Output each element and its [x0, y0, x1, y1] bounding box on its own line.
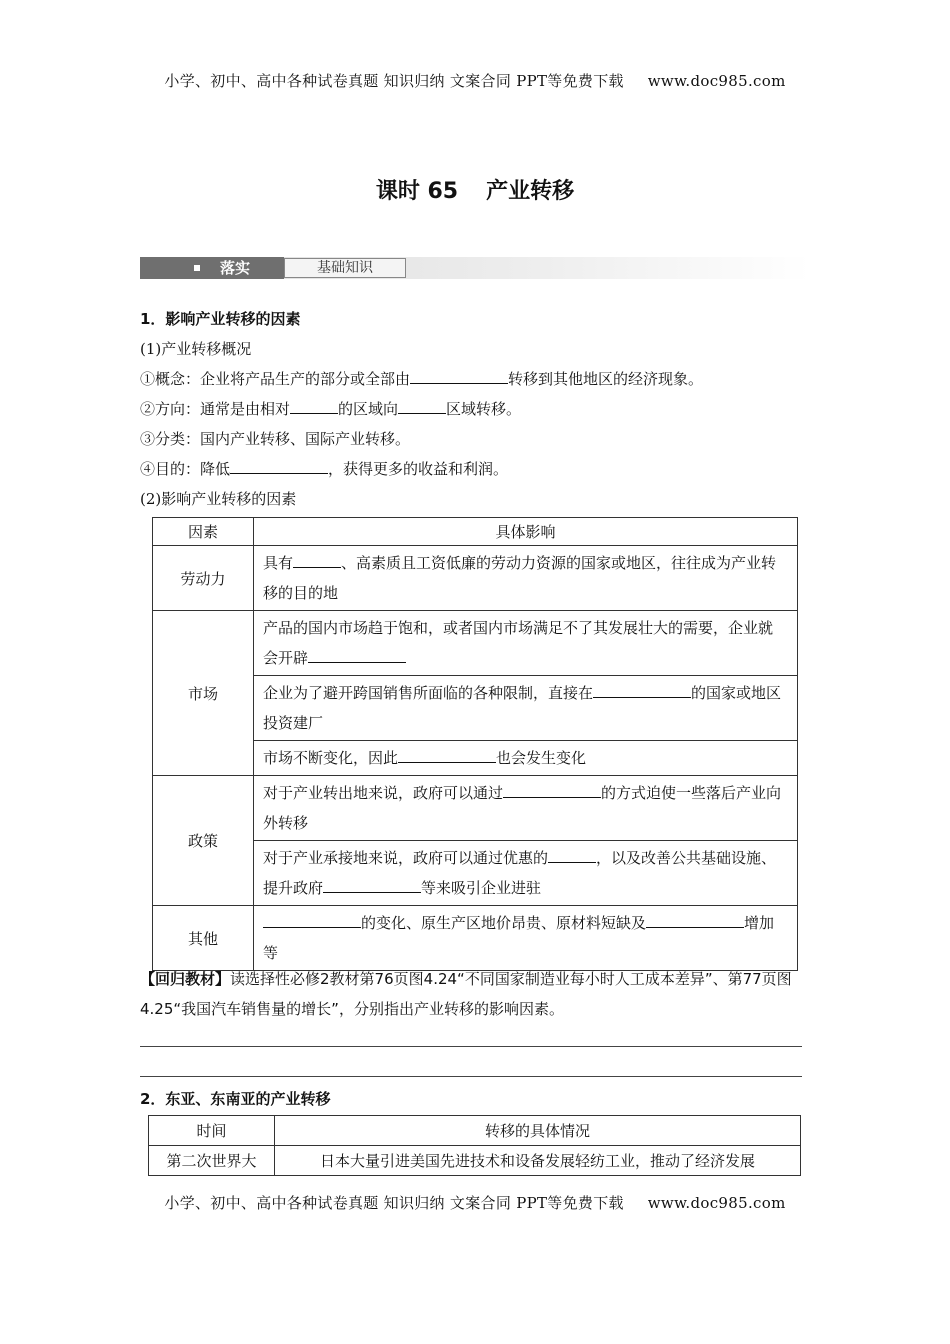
transfer-table	[148, 1115, 801, 1176]
table-row	[153, 611, 798, 676]
impact-cell: 产品的国内市场趋于饱和，或者国内市场满足不了其发展壮大的需要，企业就会开辟	[254, 611, 798, 676]
table-row	[149, 1146, 801, 1176]
return-textbook-text: 读选择性必修2教材第76页图4.24“不同国家制造业每小时人工成本差异”、第77页图4.25“我国汽车销售量的增长”，分别指出产业转移的影响因素。	[140, 970, 792, 1018]
factor-policy: 政策	[153, 776, 254, 906]
section-banner	[140, 257, 810, 279]
time-cell: 第二次世界大	[149, 1146, 275, 1176]
square-bullet-icon	[194, 265, 200, 271]
page-title	[0, 174, 950, 205]
impact-cell: 市场不断变化，因此 也会发生变化	[254, 741, 798, 776]
header-factor: 因素	[153, 518, 254, 546]
banner-tag: 落实	[140, 257, 284, 279]
header-detail: 转移的具体情况	[275, 1116, 801, 1146]
lesson-number: 课时 65	[375, 179, 459, 204]
impact-cell: 的变化、原生产区地价昂贵、原材料短缺及 增加等	[254, 906, 798, 971]
section2-heading: 2．东亚、东南亚的产业转移	[140, 1090, 331, 1108]
impact-cell: 具有 、高素质且工资低廉的劳动力资源的国家或地区，往往成为产业转移的目的地	[254, 546, 798, 611]
fill-blank[interactable]	[263, 913, 361, 928]
factors-table	[152, 517, 798, 971]
impact-cell: 企业为了避开跨国销售所面临的各种限制，直接在 的国家或地区投资建厂	[254, 676, 798, 741]
header-text: 小学、初中、高中各种试卷真题 知识归纳 文案合同 PPT等免费下载	[164, 72, 624, 90]
impact-cell: 对于产业承接地来说，政府可以通过优惠的 ，以及改善公共基础设施、提升政府 等来吸引企业进驻	[254, 841, 798, 906]
lesson-name: 产业转移	[486, 179, 575, 204]
factor-labor: 劳动力	[153, 546, 254, 611]
return-textbook-label: 【回归教材】	[140, 970, 231, 988]
table-header-row	[153, 518, 798, 546]
banner-label: 基础知识	[284, 258, 406, 278]
fill-blank[interactable]	[293, 553, 341, 568]
header-time: 时间	[149, 1116, 275, 1146]
header-url: www.doc985.com	[647, 72, 786, 90]
sub-heading-factors: (2)影响产业转移的因素	[140, 490, 297, 508]
item-concept: ①概念：企业将产品生产的部分或全部由 转移到其他地区的经济现象。	[140, 370, 704, 388]
item-purpose: ④目的：降低 ，获得更多的收益和利润。	[140, 460, 509, 478]
fill-blank[interactable]	[308, 648, 406, 663]
item-direction: ②方向：通常是由相对 的区域向 区域转移。	[140, 400, 522, 418]
fill-blank[interactable]	[410, 369, 508, 384]
fill-blank[interactable]	[398, 748, 496, 763]
fill-blank[interactable]	[323, 878, 421, 893]
table-header-row	[149, 1116, 801, 1146]
fill-blank[interactable]	[503, 783, 601, 798]
fill-blank[interactable]	[230, 459, 328, 474]
table-row	[153, 906, 798, 971]
factor-market: 市场	[153, 611, 254, 776]
fill-blank[interactable]	[646, 913, 744, 928]
answer-line[interactable]	[140, 1076, 802, 1077]
page-footer	[0, 1192, 950, 1213]
answer-line[interactable]	[140, 1046, 802, 1047]
fill-blank[interactable]	[548, 848, 596, 863]
page-header	[0, 70, 950, 91]
footer-text: 小学、初中、高中各种试卷真题 知识归纳 文案合同 PPT等免费下载	[164, 1194, 624, 1212]
fill-blank[interactable]	[290, 399, 338, 414]
table-row	[153, 546, 798, 611]
table-row	[153, 776, 798, 841]
detail-cell: 日本大量引进美国先进技术和设备发展轻纺工业，推动了经济发展	[275, 1146, 801, 1176]
impact-cell: 对于产业转出地来说，政府可以通过 的方式迫使一些落后产业向外转移	[254, 776, 798, 841]
fill-blank[interactable]	[593, 683, 691, 698]
header-impact: 具体影响	[254, 518, 798, 546]
sub-heading-overview: (1)产业转移概况	[140, 340, 252, 358]
fill-blank[interactable]	[398, 399, 446, 414]
item-category: ③分类：国内产业转移、国际产业转移。	[140, 430, 411, 448]
return-textbook-question	[140, 964, 810, 1024]
factor-other: 其他	[153, 906, 254, 971]
footer-url: www.doc985.com	[647, 1194, 786, 1212]
section1-heading: 1．影响产业转移的因素	[140, 310, 301, 328]
